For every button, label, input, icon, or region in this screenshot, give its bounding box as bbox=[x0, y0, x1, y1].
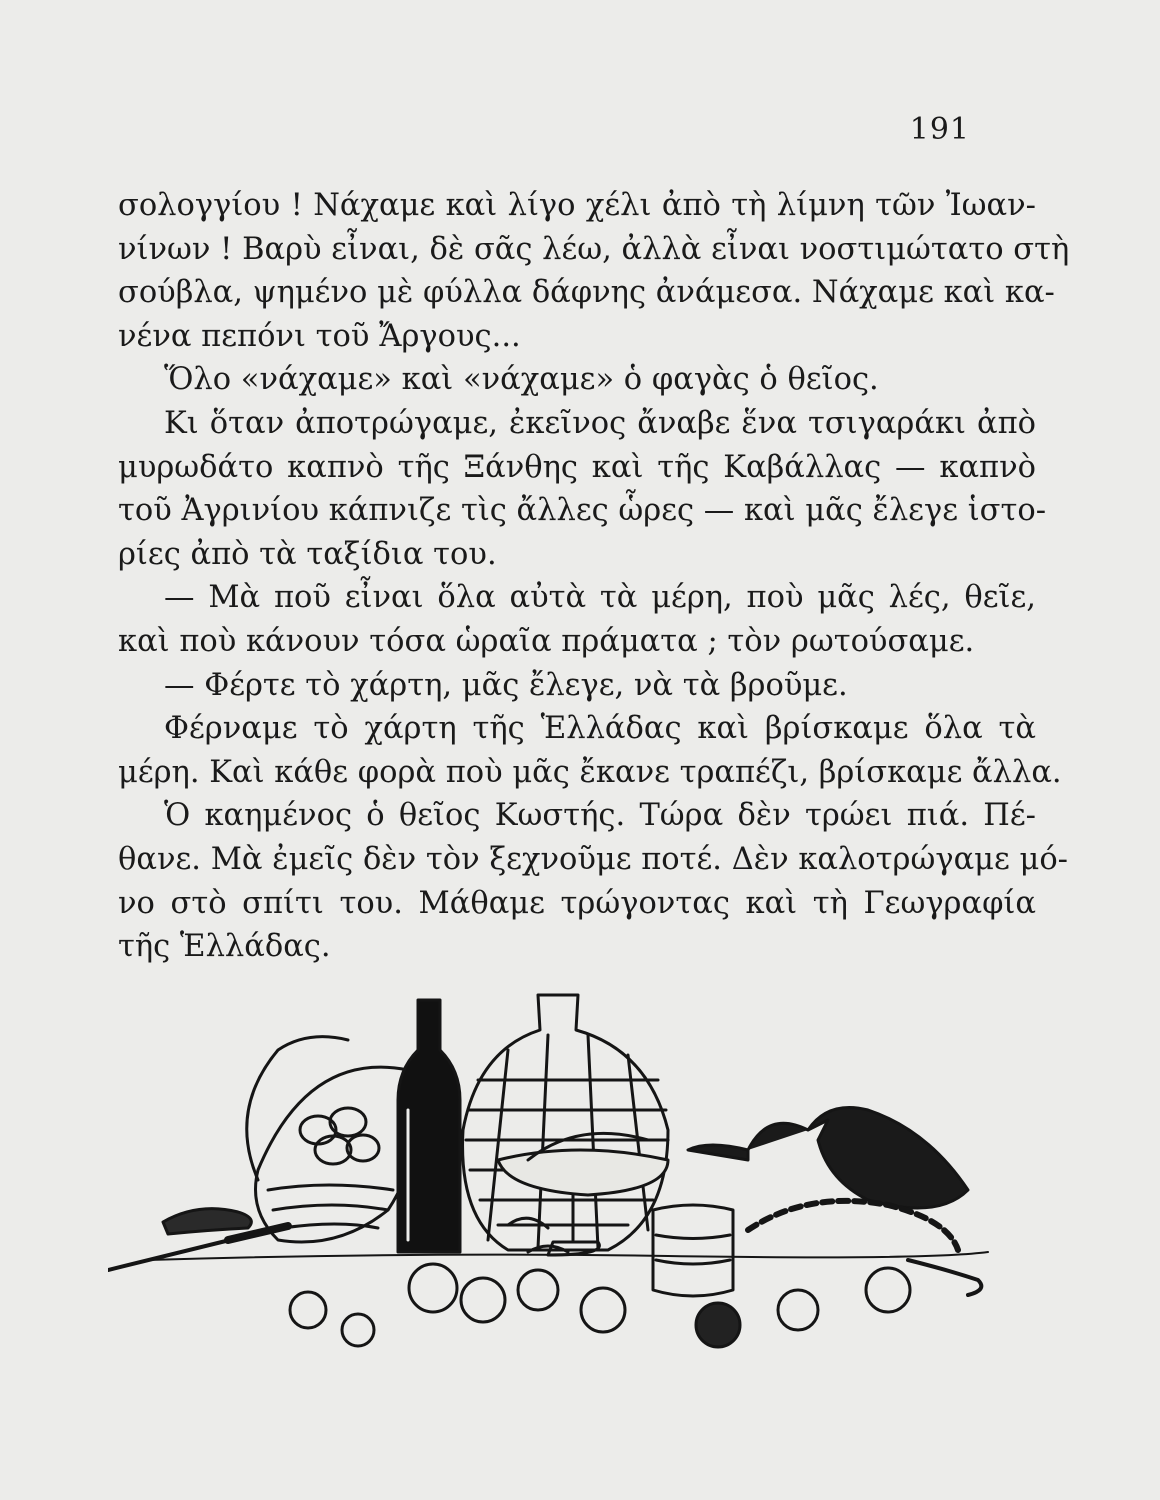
text-line: νο στὸ σπίτι του. Μάθαμε τρώγοντας καὶ τὴ Γεωγραφία bbox=[118, 885, 1036, 921]
text-line: — Φέρτε τὸ χάρτη, μᾶς ἔλεγε, νὰ τὰ βροῦμε. bbox=[164, 667, 848, 703]
text-line: νένα πεπόνι τοῦ Ἄργους... bbox=[118, 318, 521, 354]
text-line: τοῦ Ἀγρινίου κάπνιζε τὶς ἄλλες ὧρες — καὶ μᾶς ἔλεγε ἱστο- bbox=[118, 493, 1047, 529]
text-line: Ὅλο «νάχαμε» καὶ «νάχαμε» ὁ φαγὰς ὁ θεῖος. bbox=[164, 362, 879, 398]
text-line: τῆς Ἑλλάδας. bbox=[118, 929, 331, 965]
body-text bbox=[118, 184, 1070, 969]
text-line: σούβλα, ψημένο μὲ φύλλα δάφνης ἀνάμεσα. Νάχαμε καὶ κα- bbox=[118, 275, 1055, 311]
text-line: μυρωδάτο καπνὸ τῆς Ξάνθης καὶ τῆς Καβάλλας — καπνὸ bbox=[118, 449, 1036, 485]
text-line: Ὁ καημένος ὁ θεῖος Κωστής. Τώρα δὲν τρώει πιά. Πέ- bbox=[164, 798, 1036, 834]
text-line: καὶ ποὺ κάνουν τόσα ὡραῖα πράματα ; τὸν ρωτούσαμε. bbox=[118, 623, 975, 659]
text-line: ρίες ἀπὸ τὰ ταξίδια του. bbox=[118, 536, 497, 572]
text-line: Φέρναμε τὸ χάρτη τῆς Ἑλλάδας καὶ βρίσκαμε ὅλα τὰ bbox=[164, 711, 1036, 747]
text-line: — Μὰ ποῦ εἶναι ὅλα αὐτὰ τὰ μέρη, ποὺ μᾶς λές, θεῖε, bbox=[164, 580, 1036, 616]
page-number: 191 bbox=[909, 112, 970, 147]
text-line: θανε. Μὰ ἐμεῖς δὲν τὸν ξεχνοῦμε ποτέ. Δὲν καλοτρώγαμε μό- bbox=[118, 841, 1068, 877]
text-line: Κι ὅταν ἀποτρώγαμε, ἐκεῖνος ἄναβε ἕνα τσιγαράκι ἀπὸ bbox=[164, 405, 1036, 441]
still-life-illustration bbox=[108, 990, 1008, 1350]
text-line: νίνων ! Βαρὺ εἶναι, δὲ σᾶς λέω, ἀλλὰ εἶναι νοστιμώτατο στὴ bbox=[118, 231, 1070, 267]
text-line: μέρη. Καὶ κάθε φορὰ ποὺ μᾶς ἔκανε τραπέζι, βρίσκαμε ἄλλα. bbox=[118, 754, 1062, 790]
text-line: σολογγίου ! Νάχαμε καὶ λίγο χέλι ἀπὸ τὴ λίμνη τῶν Ἰωαν- bbox=[118, 188, 1036, 223]
